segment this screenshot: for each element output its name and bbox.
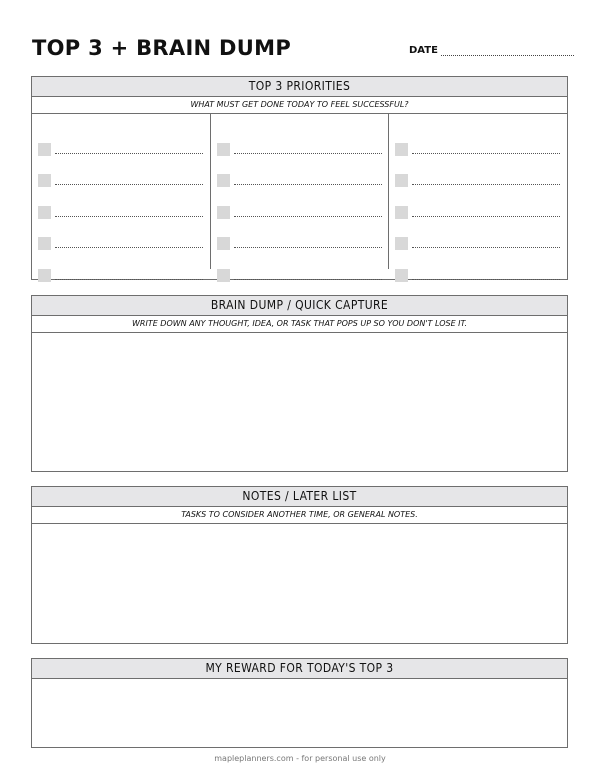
priority-item (32, 126, 210, 158)
priority-item (389, 252, 567, 284)
checkbox[interactable] (217, 206, 230, 219)
footer-text: mapleplanners.com - for personal use only (214, 754, 386, 763)
priority-item (211, 126, 389, 158)
date-field[interactable] (441, 55, 574, 56)
priority-item (211, 252, 389, 284)
priority-line[interactable] (55, 246, 203, 248)
priority-item (32, 189, 210, 221)
notes-subtitle: TASKS TO CONSIDER ANOTHER TIME, OR GENERAL NOTES. (32, 507, 567, 524)
priority-item (389, 126, 567, 158)
top3-header: TOP 3 PRIORITIES (32, 77, 567, 97)
priority-line[interactable] (234, 215, 382, 217)
priority-line[interactable] (55, 215, 203, 217)
priority-line[interactable] (234, 183, 382, 185)
priority-line[interactable] (55, 183, 203, 185)
checkbox[interactable] (217, 143, 230, 156)
priority-line[interactable] (412, 152, 560, 154)
priority-line[interactable] (55, 278, 203, 280)
brain-dump-area[interactable] (32, 333, 567, 471)
priority-item (32, 221, 210, 253)
notes-area[interactable] (32, 524, 567, 643)
brain-dump-subtitle: WRITE DOWN ANY THOUGHT, IDEA, OR TASK THAT POPS UP SO YOU DON'T LOSE IT. (32, 316, 567, 333)
checkbox[interactable] (38, 174, 51, 187)
checkbox[interactable] (38, 143, 51, 156)
top3-subtitle: WHAT MUST GET DONE TODAY TO FEEL SUCCESSFUL? (32, 97, 567, 114)
reward-section (31, 658, 568, 748)
checkbox[interactable] (395, 206, 408, 219)
checkbox[interactable] (217, 174, 230, 187)
priority-item (211, 189, 389, 221)
priority-item (389, 158, 567, 190)
brain-dump-section (31, 295, 568, 472)
brain-dump-header: BRAIN DUMP / QUICK CAPTURE (32, 296, 567, 316)
priority-line[interactable] (412, 215, 560, 217)
priority-item (32, 252, 210, 284)
checkbox[interactable] (38, 237, 51, 250)
priority-line[interactable] (412, 246, 560, 248)
notes-section (31, 486, 568, 644)
checkbox[interactable] (217, 269, 230, 282)
priority-line[interactable] (55, 152, 203, 154)
notes-header: NOTES / LATER LIST (32, 487, 567, 507)
date-label: DATE (409, 45, 438, 56)
top3-section (31, 76, 568, 280)
priority-line[interactable] (234, 246, 382, 248)
checkbox[interactable] (395, 143, 408, 156)
checkbox[interactable] (395, 237, 408, 250)
checkbox[interactable] (38, 206, 51, 219)
priority-line[interactable] (234, 152, 382, 154)
page-title: TOP 3 + BRAIN DUMP (32, 36, 292, 60)
reward-header: MY REWARD FOR TODAY'S TOP 3 (32, 659, 567, 679)
checkbox[interactable] (38, 269, 51, 282)
priority-item (389, 221, 567, 253)
priority-line[interactable] (412, 183, 560, 185)
priority-line[interactable] (234, 278, 382, 280)
priority-column (32, 114, 210, 269)
reward-area[interactable] (32, 679, 567, 747)
priority-item (389, 189, 567, 221)
priorities-grid (32, 114, 567, 269)
checkbox[interactable] (217, 237, 230, 250)
checkbox[interactable] (395, 174, 408, 187)
priority-line[interactable] (412, 278, 560, 280)
priority-column (210, 114, 389, 269)
priority-item (211, 158, 389, 190)
checkbox[interactable] (395, 269, 408, 282)
priority-item (211, 221, 389, 253)
priority-item (32, 158, 210, 190)
priority-column (388, 114, 567, 269)
